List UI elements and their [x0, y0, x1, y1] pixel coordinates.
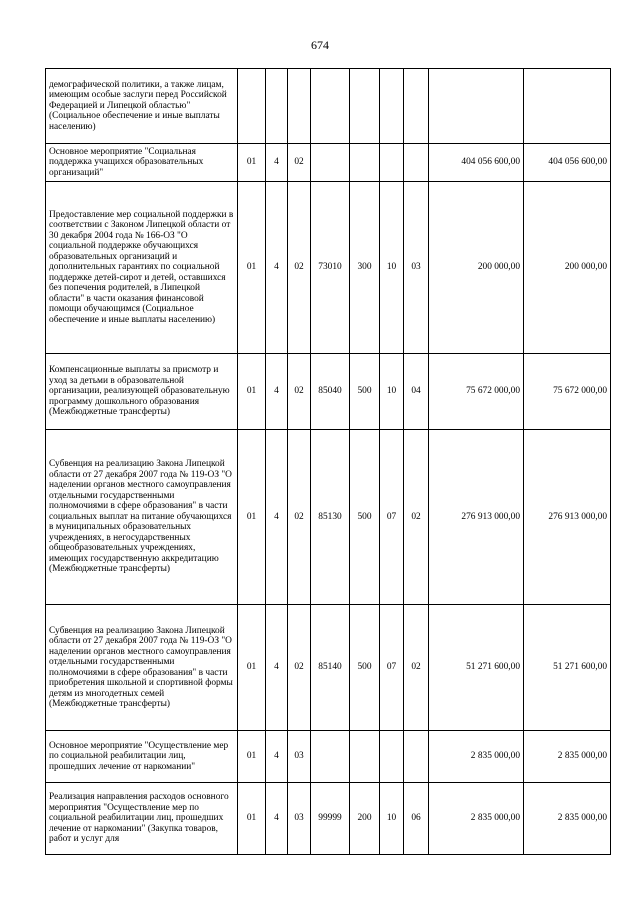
code-direction: 85140: [311, 605, 350, 731]
code-subsection: [404, 731, 429, 783]
code-subsection: [404, 69, 429, 144]
table-row: [46, 144, 611, 182]
code-direction: 99999: [311, 783, 350, 855]
amount-second: 51 271 600,00: [524, 605, 611, 731]
code-expense-type: 500: [350, 354, 380, 430]
code-chapter: 01: [238, 783, 266, 855]
item-name: демографической политики, а также лицам, имеющим особые заслуги перед Российской Федерацией и Липецкой областью" (Социальное обеспечение и иные выплаты населению): [46, 69, 238, 144]
amount-first: 2 835 000,00: [429, 731, 524, 783]
item-name: Субвенция на реализацию Закона Липецкой области от 27 декабря 2007 года № 119-ОЗ "О наделении органов местного самоуправления отдельными государственными полномочиями в сфере образования" в части социальных выплат на питание обучающихся в муниципальных образовательных учреждениях, в негосударственных общеобразовательных учреждениях, имеющих государственную аккредитацию (Межбюджетные трансферты): [46, 430, 238, 605]
code-subsection: 02: [404, 430, 429, 605]
code-program: 4: [266, 731, 288, 783]
amount-first: 200 000,00: [429, 182, 524, 354]
code-expense-type: 500: [350, 430, 380, 605]
amount-first: [429, 69, 524, 144]
amount-second: 200 000,00: [524, 182, 611, 354]
amount-second: 75 672 000,00: [524, 354, 611, 430]
table-row: [46, 354, 611, 430]
code-chapter: 01: [238, 731, 266, 783]
code-direction: 85040: [311, 354, 350, 430]
item-name: Основное мероприятие "Осуществление мер по социальной реабилитации лиц, прошедших лечение от наркомании": [46, 731, 238, 783]
code-activity: 02: [288, 182, 311, 354]
table-row: [46, 69, 611, 144]
code-chapter: 01: [238, 182, 266, 354]
amount-first: 404 056 600,00: [429, 144, 524, 182]
table-row: [46, 605, 611, 731]
code-program: 4: [266, 783, 288, 855]
code-subsection: 03: [404, 182, 429, 354]
code-program: 4: [266, 430, 288, 605]
code-direction: [311, 731, 350, 783]
amount-first: 75 672 000,00: [429, 354, 524, 430]
code-section: 07: [380, 430, 404, 605]
amount-first: 276 913 000,00: [429, 430, 524, 605]
code-section: 10: [380, 354, 404, 430]
code-subsection: 02: [404, 605, 429, 731]
code-activity: 02: [288, 605, 311, 731]
code-section: [380, 144, 404, 182]
code-section: 10: [380, 182, 404, 354]
table-row: [46, 182, 611, 354]
code-direction: 73010: [311, 182, 350, 354]
code-expense-type: 200: [350, 783, 380, 855]
amount-first: 2 835 000,00: [429, 783, 524, 855]
code-expense-type: 300: [350, 182, 380, 354]
amount-second: 2 835 000,00: [524, 731, 611, 783]
code-section: [380, 69, 404, 144]
code-section: 07: [380, 605, 404, 731]
code-chapter: 01: [238, 430, 266, 605]
code-program: 4: [266, 182, 288, 354]
item-name: Компенсационные выплаты за присмотр и уход за детьми в образовательной организации, реализующей образовательную программу дошкольного образования (Межбюджетные трансферты): [46, 354, 238, 430]
amount-second: [524, 69, 611, 144]
code-chapter: 01: [238, 354, 266, 430]
code-expense-type: [350, 731, 380, 783]
amount-second: 2 835 000,00: [524, 783, 611, 855]
item-name: Субвенция на реализацию Закона Липецкой области от 27 декабря 2007 года № 119-ОЗ "О наделении органов местного самоуправления отдельными государственными полномочиями в сфере образования" в части приобретения школьной и спортивной формы детям из многодетных семей (Межбюджетные трансферты): [46, 605, 238, 731]
amount-second: 276 913 000,00: [524, 430, 611, 605]
budget-table: [45, 68, 611, 855]
amount-first: 51 271 600,00: [429, 605, 524, 731]
code-direction: 85130: [311, 430, 350, 605]
code-activity: 02: [288, 430, 311, 605]
item-name: Основное мероприятие "Социальная поддержка учащихся образовательных организаций": [46, 144, 238, 182]
code-subsection: 06: [404, 783, 429, 855]
code-activity: 03: [288, 783, 311, 855]
code-program: 4: [266, 354, 288, 430]
code-chapter: 01: [238, 144, 266, 182]
code-activity: 02: [288, 354, 311, 430]
amount-second: 404 056 600,00: [524, 144, 611, 182]
code-section: 10: [380, 783, 404, 855]
page-number: 674: [311, 38, 329, 52]
code-chapter: [238, 69, 266, 144]
code-chapter: 01: [238, 605, 266, 731]
code-direction: [311, 144, 350, 182]
code-program: [266, 69, 288, 144]
code-expense-type: 500: [350, 605, 380, 731]
code-program: 4: [266, 144, 288, 182]
code-section: [380, 731, 404, 783]
code-direction: [311, 69, 350, 144]
code-activity: 03: [288, 731, 311, 783]
code-expense-type: [350, 144, 380, 182]
code-expense-type: [350, 69, 380, 144]
table-row: [46, 430, 611, 605]
code-activity: [288, 69, 311, 144]
code-activity: 02: [288, 144, 311, 182]
table-row: [46, 731, 611, 783]
code-program: 4: [266, 605, 288, 731]
item-name: Реализация направления расходов основного мероприятия "Осуществление мер по социальной реабилитации лиц, прошедших лечение от наркомании" (Закупка товаров, работ и услуг для: [46, 783, 238, 855]
code-subsection: [404, 144, 429, 182]
table-row: [46, 783, 611, 855]
item-name: Предоставление мер социальной поддержки в соответствии с Законом Липецкой области от 30 декабря 2004 года № 166-ОЗ "О социальной поддержке обучающихся образовательных организаций и дополнительных гарантиях по социальной поддержке детей-сирот и детей, оставшихся без попечения родителей, в Липецкой области" в части оказания финансовой помощи обучающимся (Социальное обеспечение и иные выплаты населению): [46, 182, 238, 354]
code-subsection: 04: [404, 354, 429, 430]
